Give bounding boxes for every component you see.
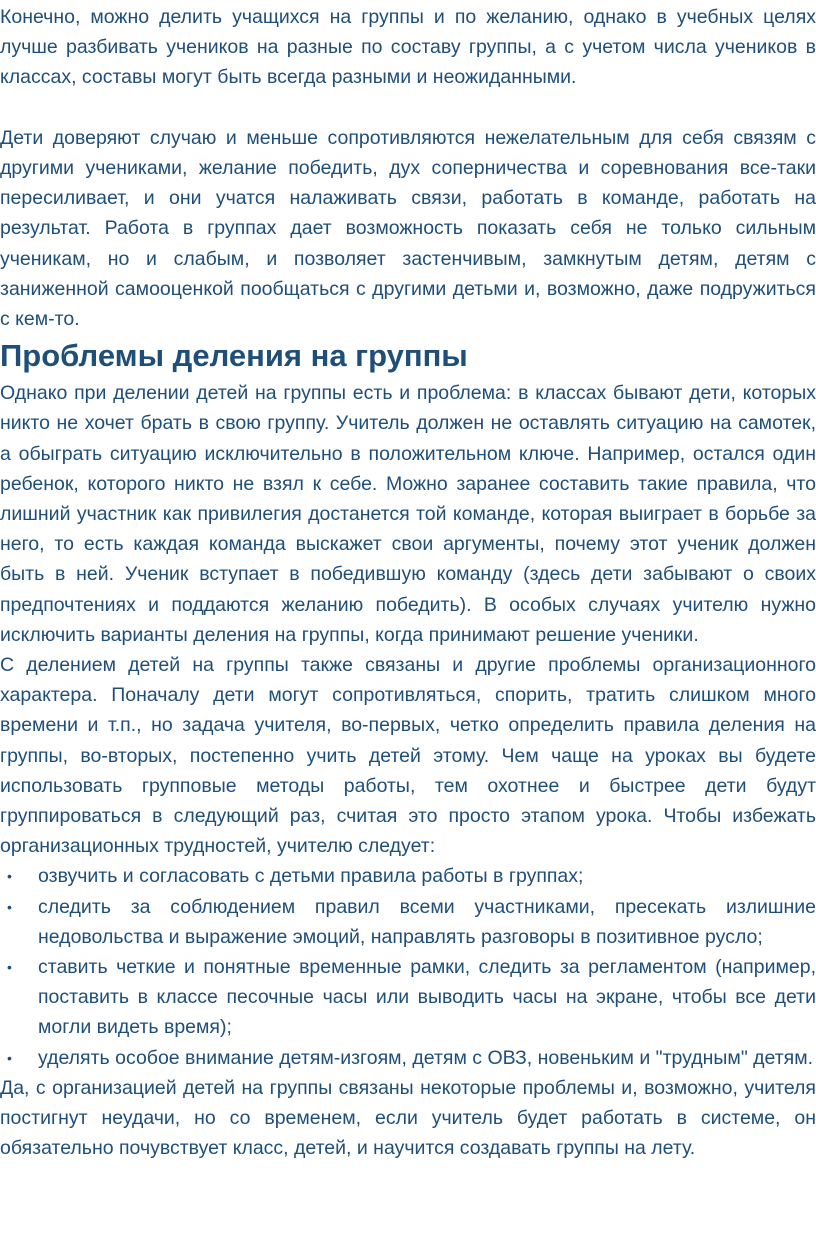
list-item-text: ставить четкие и понятные временные рамки, следить за регламентом (например, поставить в классе песочные часы или выводить часы на экране, чтобы все дети могли видеть время); bbox=[38, 956, 816, 1039]
section-heading: Проблемы деления на группы bbox=[0, 338, 468, 374]
paragraph-intro: Конечно, можно делить учащихся на группы и по желанию, однако в учебных целях лучше разбивать учеников на разные по составу группы, а с учетом числа учеников в классах, составы могут быть всегда разными и неожиданными. bbox=[0, 6, 816, 89]
list-item bbox=[0, 861, 816, 891]
paragraph-trust: Дети доверяют случаю и меньше сопротивляются нежелательным для себя связям с другими учениками, желание победить, дух соперничества и соревнования все-таки пересиливает, и они учатся налаживать связи, работать в команде, работать на результат. Работа в группах дает возможность показать себя не только сильным ученикам, но и слабым, и позволяет застенчивым, замкнутым детям, детям с заниженной самооценкой пообщаться с другими детьми и, возможно, даже подружиться с кем-то. bbox=[0, 126, 816, 331]
list-item-text: следить за соблюдением правил всеми участниками, пресекать излишние недовольства и выражение эмоций, направлять разговоры в позитивное русло; bbox=[38, 895, 816, 948]
list-item-text: уделять особое внимание детям-изгоям, детям с ОВЗ, новеньким и "трудным" детям. bbox=[38, 1046, 814, 1069]
bullet-icon: • bbox=[7, 898, 12, 915]
bullet-icon: • bbox=[7, 959, 12, 976]
paragraph-problem: Однако при делении детей на группы есть и проблема: в классах бывают дети, которых никто не хочет брать в свою группу. Учитель должен не оставлять ситуацию на самотек, а обыграть ситуацию исключительно в положительном ключе. Например, остался один ребенок, которого никто не взял к себе. Можно заранее составить такие правила, что лишний участник как привилегия достанется той команде, которая выиграет в борьбе за него, то есть каждая команда выскажет свои аргументы, почему этот ученик должен быть в ней. Ученик вступает в победившую команду (здесь дети забывают о своих предпочтениях и поддаются желанию победить). В особых случаях учителю нужно исключить варианты деления на группы, когда принимают решение ученики. bbox=[0, 382, 816, 646]
paragraph-organization: С делением детей на группы также связаны и другие проблемы организационного характера. Поначалу дети могут сопротивляться, спорить, тратить слишком много времени и т.п., но задача учителя, во-первых, четко определить правила деления на группы, во-вторых, постепенно учить детей этому. Чем чаще на уроках вы будете использовать групповые методы работы, тем охотнее и быстрее дети будут группироваться в следующий раз, считая это просто этапом урока. Чтобы избежать организационных трудностей, учителю следует: bbox=[0, 654, 816, 858]
bullet-icon: • bbox=[7, 1049, 12, 1066]
empty-line bbox=[0, 93, 816, 123]
list-item bbox=[0, 952, 816, 1043]
bullet-icon: • bbox=[7, 868, 12, 885]
list-item bbox=[0, 892, 816, 952]
list-item bbox=[0, 1043, 816, 1073]
paragraph-conclusion: Да, с организацией детей на группы связаны некоторые проблемы и, возможно, учителя постигнут неудачи, но со временем, если учитель будет работать в системе, он обязательно почувствует класс, детей, и научится создавать группы на лету. bbox=[0, 1076, 816, 1160]
list-item-text: озвучить и согласовать с детьми правила работы в группах; bbox=[38, 865, 584, 888]
recommendations-list bbox=[0, 861, 816, 1072]
